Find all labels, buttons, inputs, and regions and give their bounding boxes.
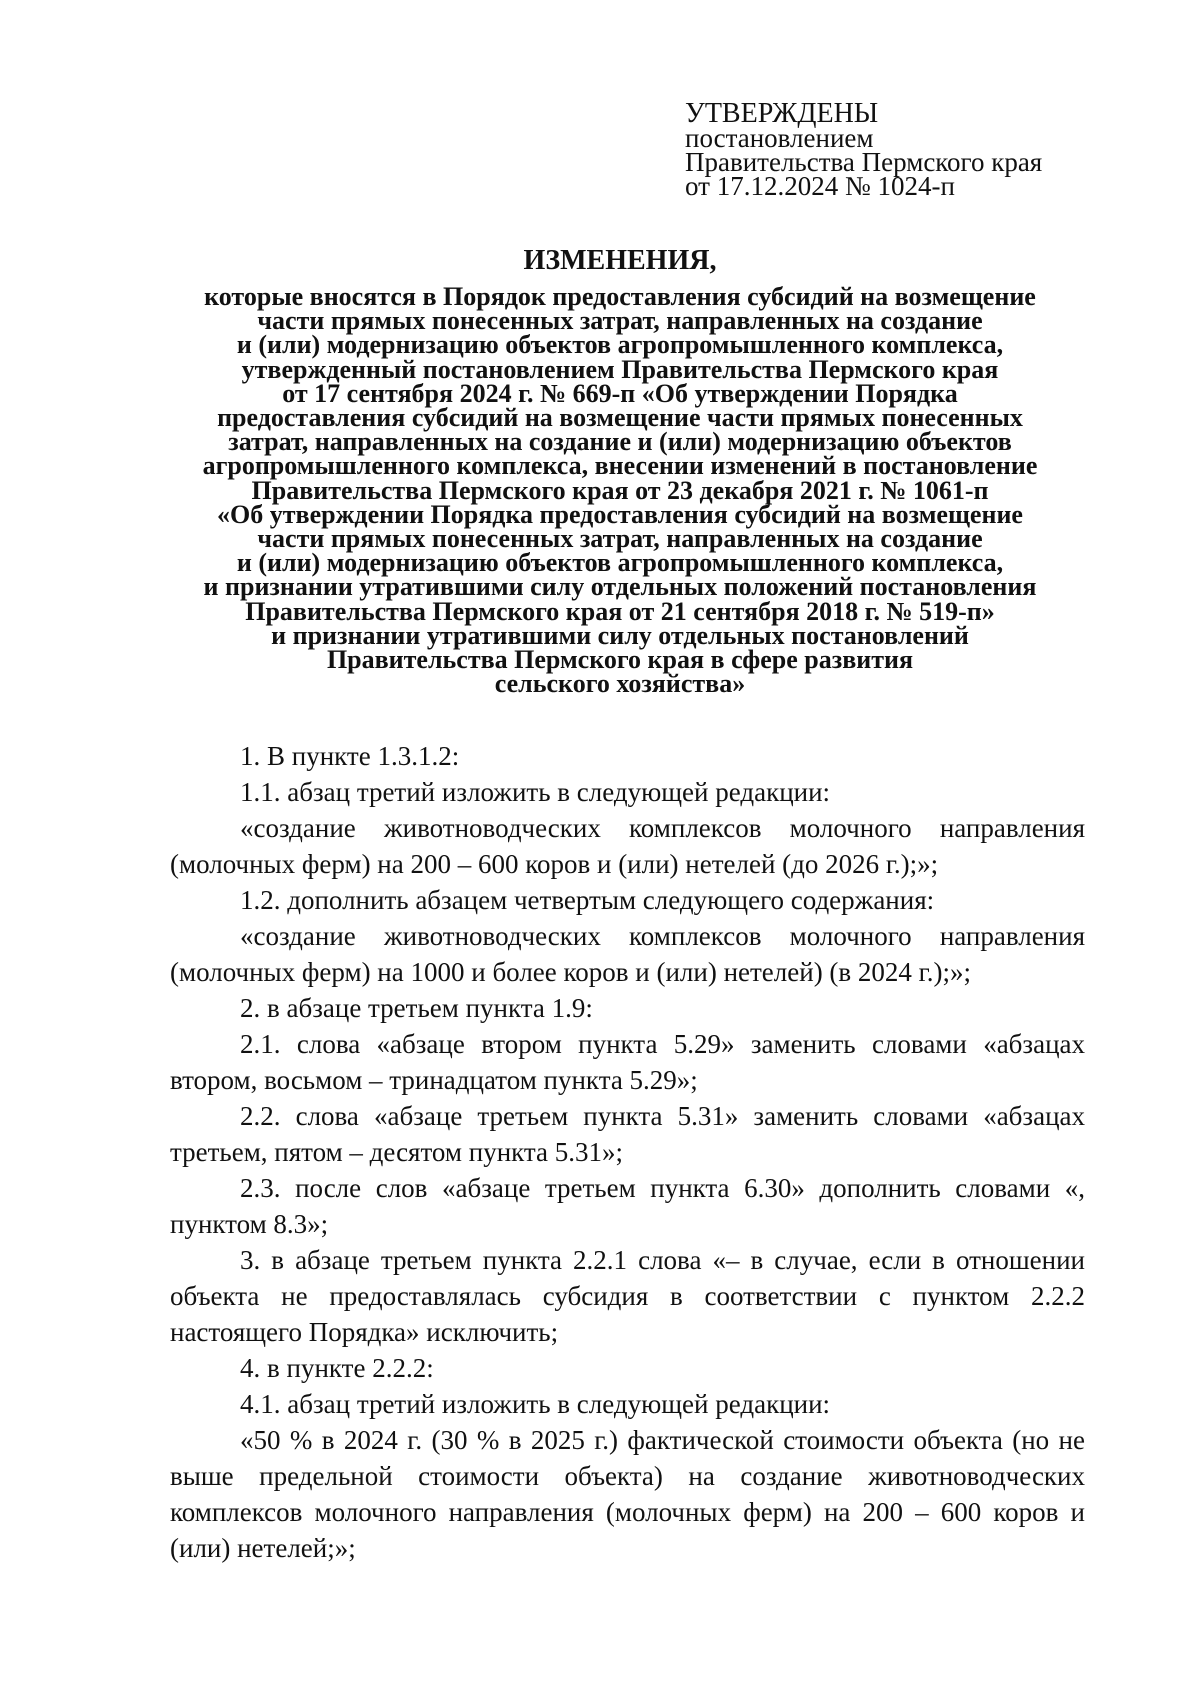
paragraph: 1. В пункте 1.3.1.2: xyxy=(240,741,460,771)
paragraph: 2.1. слова «абзаце втором пункта 5.29» заменить словами «абзацах втором, восьмом – тринадцатом пункта 5.29»; xyxy=(170,1029,1085,1095)
subtitle-line: утвержденный постановлением Правительства Пермского края xyxy=(241,354,999,384)
approval-line: постановлением xyxy=(685,123,874,153)
subtitle-line: агропромышленного комплекса, внесении изменений в постановление xyxy=(202,451,1038,481)
subtitle-line: Правительства Пермского края от 21 сентября 2018 г. № 519-п» xyxy=(245,596,995,626)
subtitle-line: и признании утратившими силу отдельных постановлений xyxy=(271,620,969,650)
paragraph: 1.1. абзац третий изложить в следующей редакции: xyxy=(240,777,831,807)
subtitle-line: части прямых понесенных затрат, направленных на создание xyxy=(257,306,983,336)
subtitle-line: «Об утверждении Порядка предоставления субсидий на возмещение xyxy=(217,499,1023,529)
approval-title: УТВЕРЖДЕНЫ xyxy=(685,98,879,129)
subtitle-line: Правительства Пермского края в сфере развития xyxy=(326,645,914,675)
subtitle-line: и (или) модернизацию объектов агропромышленного комплекса, xyxy=(236,548,1004,578)
subtitle-line: сельского хозяйства» xyxy=(494,669,746,699)
approval-stamp xyxy=(685,98,1043,201)
paragraph: 1.2. дополнить абзацем четвертым следующего содержания: xyxy=(240,885,935,915)
approval-line: Правительства Пермского края xyxy=(685,147,1043,177)
subtitle-line: части прямых понесенных затрат, направленных на создание xyxy=(257,524,983,554)
paragraph: «50 % в 2024 г. (30 % в 2025 г.) фактической стоимости объекта (но не выше предельной стоимости объекта) на создание животноводческих комплексов молочного направления (молочных ферм) на 200 – 600 коров и (или) нетелей;»; xyxy=(170,1425,1085,1563)
paragraph: 4. в пункте 2.2.2: xyxy=(240,1353,434,1383)
paragraph: 4.1. абзац третий изложить в следующей редакции: xyxy=(240,1389,831,1419)
approval-date-number: от 17.12.2024 № 1024-п xyxy=(685,171,955,201)
subtitle-line: предоставления субсидий на возмещение части прямых понесенных xyxy=(217,403,1023,433)
subtitle-line: затрат, направленных на создание и (или) модернизацию объектов xyxy=(228,427,1012,457)
paragraph: 2.3. после слов «абзаце третьем пункта 6.30» дополнить словами «, пунктом 8.3»; xyxy=(170,1173,1085,1239)
subtitle-line: и (или) модернизацию объектов агропромышленного комплекса, xyxy=(236,330,1004,360)
document-body xyxy=(170,738,1085,1566)
document-title: ИЗМЕНЕНИЯ, xyxy=(523,245,717,276)
subtitle-line: Правительства Пермского края от 23 декабря 2021 г. № 1061-п xyxy=(251,475,989,505)
subtitle-line: которые вносятся в Порядок предоставления субсидий на возмещение xyxy=(204,282,1036,311)
subtitle-line: и признании утратившими силу отдельных положений постановления xyxy=(203,572,1037,602)
paragraph: 2. в абзаце третьем пункта 1.9: xyxy=(240,993,593,1023)
paragraph: «создание животноводческих комплексов молочного направления (молочных ферм) на 1000 и более коров и (или) нетелей) (в 2024 г.);»; xyxy=(170,921,1085,987)
paragraph: 2.2. слова «абзаце третьем пункта 5.31» заменить словами «абзацах третьем, пятом – десятом пункта 5.31»; xyxy=(170,1101,1085,1167)
paragraph: 3. в абзаце третьем пункта 2.2.1 слова «– в случае, если в отношении объекта не предоставлялась субсидия в соответствии с пунктом 2.2.2 настоящего Порядка» исключить; xyxy=(170,1245,1085,1347)
paragraph: «создание животноводческих комплексов молочного направления (молочных ферм) на 200 – 600 коров и (или) нетелей (до 2026 г.);»; xyxy=(170,813,1085,879)
subtitle-line: от 17 сентября 2024 г. № 669-п «Об утверждении Порядка xyxy=(282,378,958,408)
document-subtitle xyxy=(150,282,1090,699)
